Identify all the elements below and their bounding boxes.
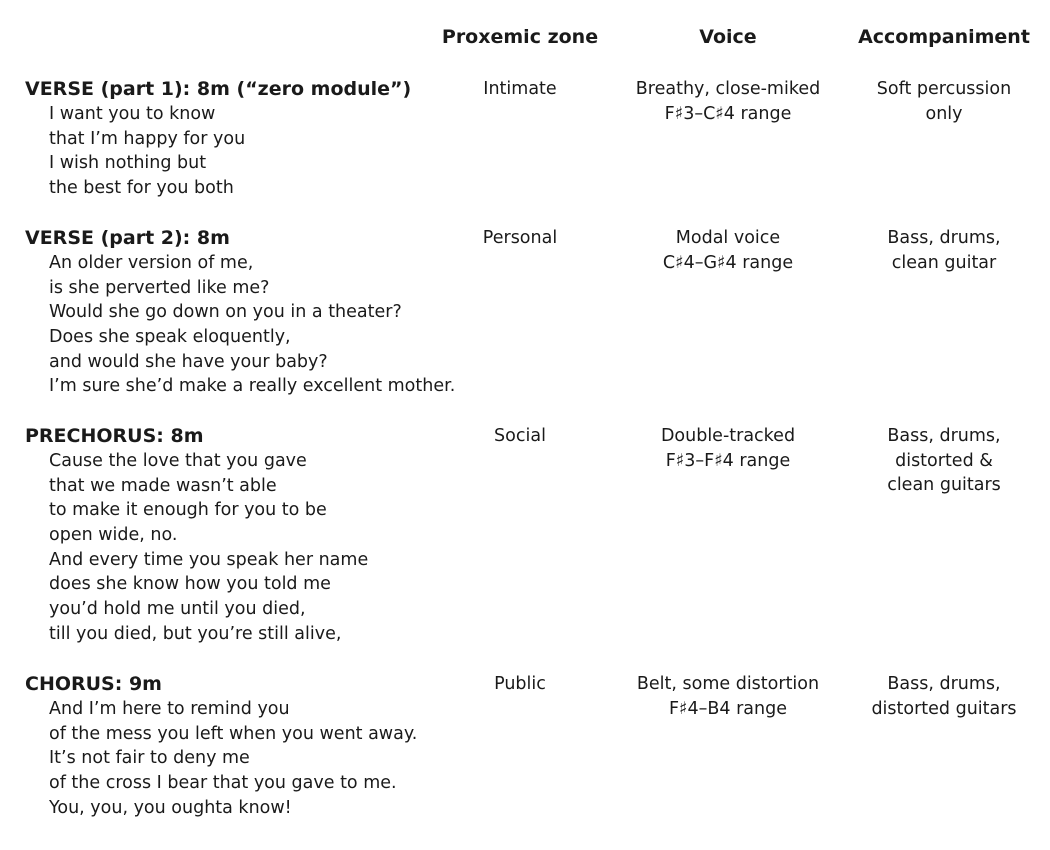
- zone-cell: [432, 77, 608, 102]
- voice-line: F♯3–F♯4 range: [665, 450, 791, 471]
- lyric-line: that we made wasn’t able: [49, 475, 277, 496]
- zone-value: Public: [494, 674, 546, 694]
- lyric-line: open wide, no.: [49, 525, 178, 546]
- accompaniment-cell: [842, 672, 1046, 721]
- accompaniment-line: Bass, drums,: [887, 426, 1001, 446]
- voice-cell: [618, 77, 838, 126]
- lyric-line: Does she speak eloquently,: [49, 327, 291, 348]
- lyric-line: and would she have your baby?: [49, 351, 328, 372]
- accompaniment-cell: [842, 77, 1046, 126]
- lyric-line: of the cross I bear that you gave to me.: [49, 773, 397, 794]
- lyric-line: You, you, you oughta know!: [49, 797, 292, 818]
- voice-line: F♯4–B4 range: [668, 698, 787, 719]
- zone-cell: [432, 424, 608, 449]
- section-title: PRECHORUS: 8m: [25, 425, 204, 447]
- header-accompaniment: Accompaniment: [858, 26, 1030, 48]
- lyric-line: Would she go down on you in a theater?: [49, 302, 402, 323]
- lyric-line: And I’m here to remind you: [49, 699, 290, 719]
- accompaniment-cell: [842, 226, 1046, 275]
- voice-cell: [618, 672, 838, 721]
- zone-cell: [432, 226, 608, 251]
- lyric-line: I’m sure she’d make a really excellent mother.: [49, 376, 456, 397]
- lyric-line: you’d hold me until you died,: [49, 599, 306, 620]
- lyric-line: It’s not fair to deny me: [49, 748, 250, 769]
- accompaniment-line: clean guitar: [891, 252, 997, 273]
- section-title: VERSE (part 1): 8m (“zero module”): [25, 78, 412, 100]
- voice-line: C♯4–G♯4 range: [662, 252, 794, 273]
- accompaniment-line: distorted &: [895, 450, 993, 471]
- section-lyrics: [49, 449, 368, 647]
- voice-line: Belt, some distortion: [636, 674, 820, 694]
- voice-line: Modal voice: [675, 228, 781, 248]
- voice-line: F♯3–C♯4 range: [664, 103, 792, 124]
- voice-cell: [618, 424, 838, 473]
- voice-line: Breathy, close-miked: [635, 79, 821, 99]
- accompaniment-line: Bass, drums,: [887, 228, 1001, 248]
- lyric-line: does she know how you told me: [49, 574, 331, 595]
- accompaniment-cell: [842, 424, 1046, 498]
- section-title: CHORUS: 9m: [25, 673, 162, 695]
- zone-value: Social: [494, 426, 546, 446]
- voice-cell: [618, 226, 838, 275]
- lyric-line: is she perverted like me?: [49, 277, 270, 298]
- lyric-line: An older version of me,: [49, 253, 254, 273]
- accompaniment-line: Soft percussion: [876, 79, 1012, 99]
- accompaniment-line: distorted guitars: [871, 698, 1017, 719]
- lyric-line: Cause the love that you gave: [49, 451, 307, 471]
- zone-value: Personal: [482, 228, 558, 248]
- zone-value: Intimate: [483, 79, 557, 99]
- lyric-line: the best for you both: [49, 178, 234, 199]
- section-lyrics: [49, 102, 245, 201]
- lyric-line: that I’m happy for you: [49, 128, 246, 149]
- section-lyrics: [49, 251, 455, 399]
- section-lyrics: [49, 697, 417, 820]
- lyric-line: till you died, but you’re still alive,: [49, 623, 342, 644]
- lyric-line: I want you to know: [49, 104, 216, 124]
- header-proxemic-zone: Proxemic zone: [441, 26, 599, 48]
- zone-cell: [432, 672, 608, 697]
- accompaniment-line: Bass, drums,: [887, 674, 1001, 694]
- voice-line: Double-tracked: [660, 426, 796, 446]
- lyric-line: of the mess you left when you went away.: [49, 723, 418, 744]
- lyric-line: to make it enough for you to be: [49, 500, 327, 521]
- lyric-line: And every time you speak her name: [49, 549, 369, 570]
- lyric-line: I wish nothing but: [49, 153, 207, 174]
- section-title: VERSE (part 2): 8m: [25, 227, 230, 249]
- accompaniment-line: clean guitars: [887, 475, 1001, 496]
- accompaniment-line: only: [925, 103, 963, 124]
- header-voice: Voice: [699, 26, 757, 48]
